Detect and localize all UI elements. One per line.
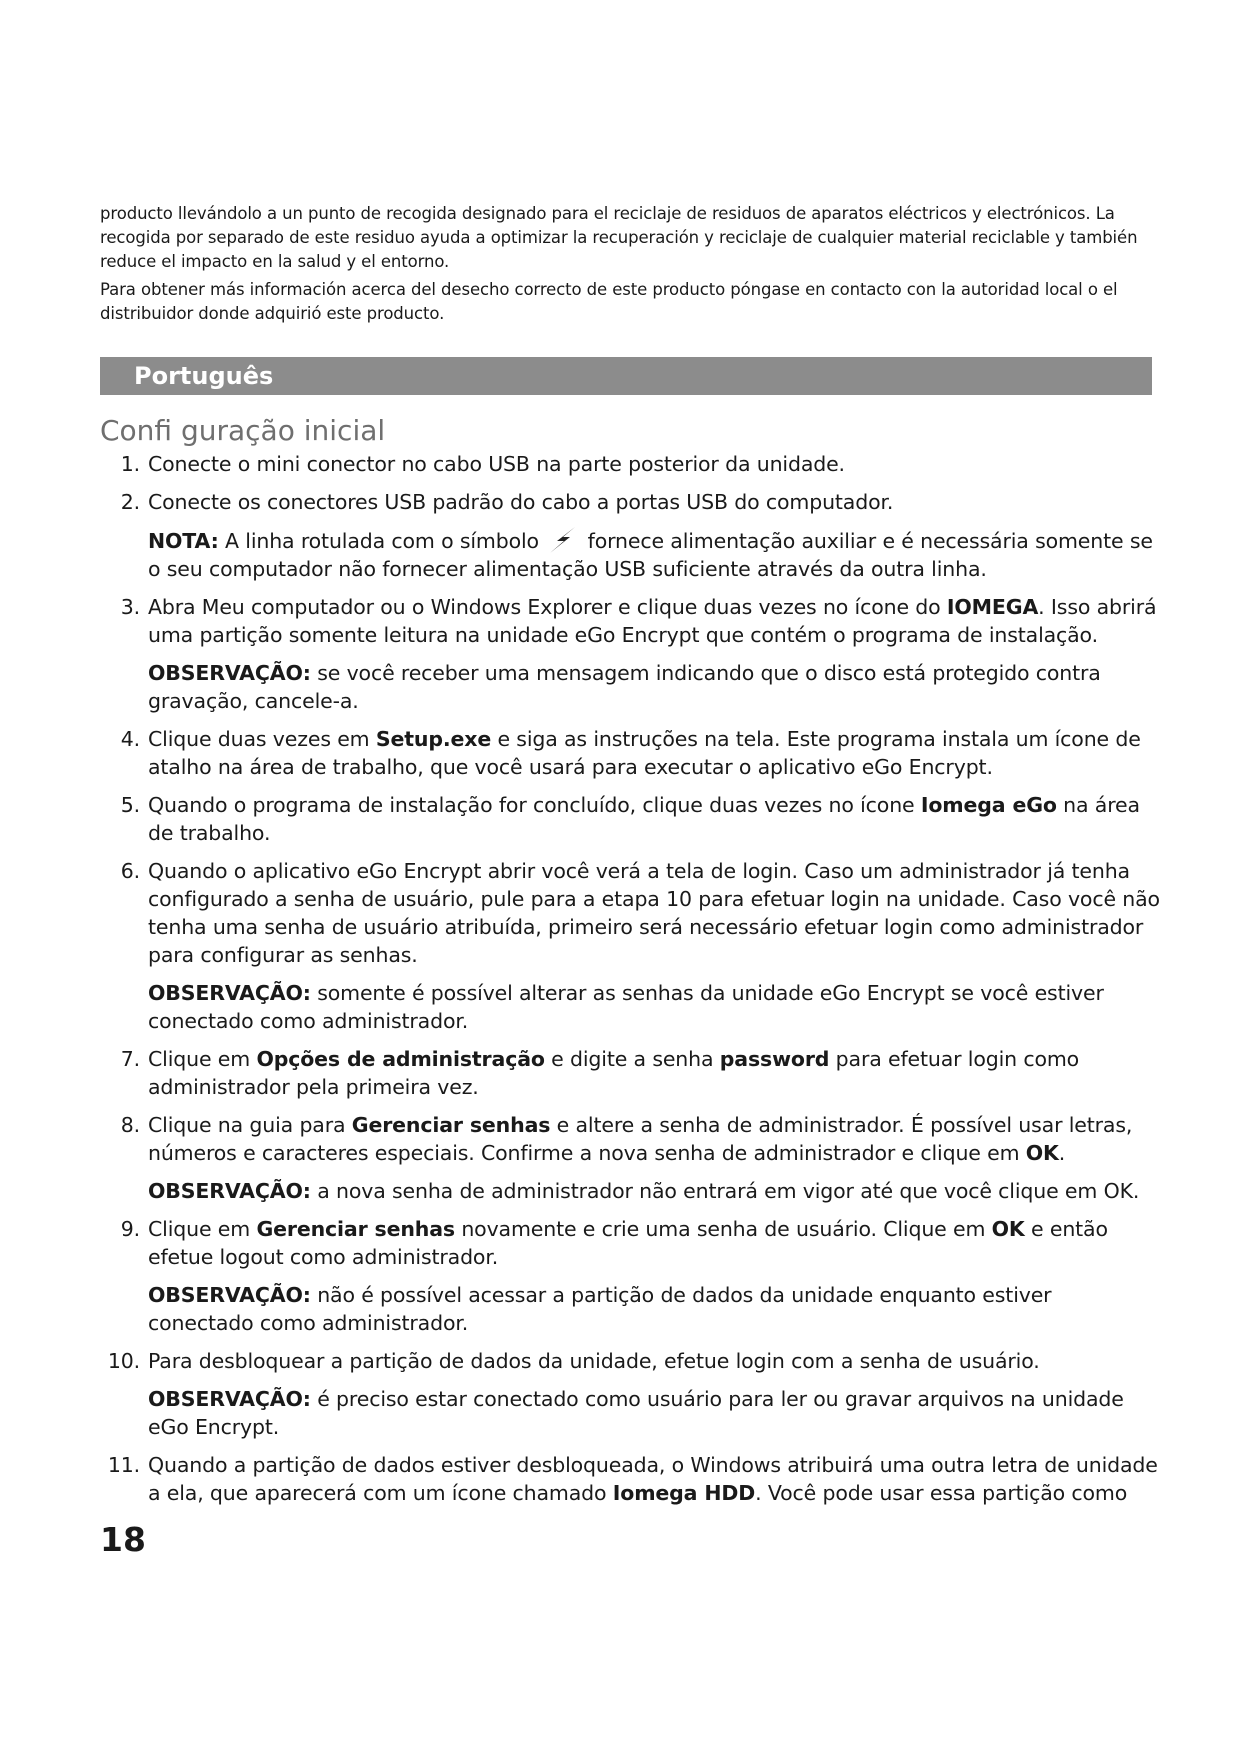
note-label: OBSERVAÇÃO: [148,1179,311,1203]
step-item [100,1111,1160,1205]
step-text-run: para efetuar login como administrador pela primeira vez. [148,1047,1080,1099]
step-text [148,725,1160,781]
step-text-run: Clique na guia para [148,1113,352,1137]
step-text-run: Quando o aplicativo eGo Encrypt abrir você verá a tela de login. Caso um administrador já tenha configurado a senha de usuário, pule para a etapa 10 para efetuar login na unidade. Caso você não tenha uma senha de usuário atribuída, primeiro será necessário efetuar login como administrador para configurar as senhas. [148,859,1160,967]
step-number: 7. [120,1047,140,1071]
step-note [148,1281,1160,1337]
step-item [100,450,1160,478]
step-text [148,488,1160,516]
page-number: 18 [100,1520,146,1559]
step-text-run: Conecte o mini conector no cabo USB na parte posterior da unidade. [148,452,845,476]
step-item [100,593,1160,715]
step-number: 10. [107,1349,140,1373]
step-text-run: Clique duas vezes em [148,727,376,751]
step-item [100,1045,1160,1101]
step-text-run: e altere a senha de administrador. É possível usar letras, números e caracteres especiais. Confirme a nova senha de administrador e clique em [148,1113,1133,1165]
step-number: 1. [120,452,140,476]
note-label: OBSERVAÇÃO: [148,1387,311,1411]
note-text: A linha rotulada com o símbolo [218,529,546,553]
emphasized-term: Iomega HDD [612,1481,756,1505]
step-text-run: Abra Meu computador ou o Windows Explorer e clique duas vezes no ícone do [148,595,947,619]
note-text: fornece alimentação auxiliar e é necessária somente se o seu computador não fornecer alimentação USB suficiente através da outra linha. [148,529,1153,581]
spanish-continuation [100,202,1160,330]
section-heading: Confi guração inicial [100,414,386,447]
step-item [100,1347,1160,1441]
step-text [148,1451,1160,1507]
step-text [148,1111,1160,1167]
spanish-paragraph-recycling: producto llevándolo a un punto de recogida designado para el reciclaje de residuos de aparatos eléctricos y electrónicos. La recogida por separado de este residuo ayuda a optimizar la recuperación y reciclaje de cualquier material reciclable y también reduce el impacto en la salud y el entorno. [100,204,1138,271]
emphasized-term: password [719,1047,830,1071]
emphasized-term: OK [991,1217,1025,1241]
step-text-run: . Isso abrirá uma partição somente leitura na unidade eGo Encrypt que contém o programa de instalação. [148,595,1157,647]
step-number: 3. [120,595,140,619]
step-text-run: Quando a partição de dados estiver desbloqueada, o Windows atribuirá uma outra letra de unidade a ela, que aparecerá com um ícone chamado [148,1453,1158,1505]
step-text-run: novamente e crie uma senha de usuário. Clique em [454,1217,992,1241]
note-label: OBSERVAÇÃO: [148,661,311,685]
language-section-title: Português [134,362,274,390]
step-text [148,791,1160,847]
setup-steps-list [100,450,1160,1517]
step-text-run: e digite a senha [544,1047,720,1071]
step-text-run: Conecte os conectores USB padrão do cabo a portas USB do computador. [148,490,894,514]
step-text [148,1045,1160,1101]
note-label: NOTA: [148,529,219,553]
step-text-run: na área de trabalho. [148,793,1140,845]
step-item [100,857,1160,1035]
note-text: a nova senha de administrador não entrará em vigor até que você clique em OK. [310,1179,1140,1203]
step-text-run: . [1058,1141,1066,1165]
step-note [148,659,1160,715]
step-number: 11. [107,1453,140,1477]
step-item [100,1215,1160,1337]
step-note [148,1177,1160,1205]
step-number: 4. [120,727,140,751]
step-text [148,857,1160,969]
language-section-band [100,357,1152,395]
step-text-run: Para desbloquear a partição de dados da unidade, efetue login com a senha de usuário. [148,1349,1040,1373]
note-label: OBSERVAÇÃO: [148,981,311,1005]
step-item [100,791,1160,847]
step-text-run: e siga as instruções na tela. Este programa instala um ícone de atalho na área de trabalho, que você usará para executar o aplicativo eGo Encrypt. [148,727,1141,779]
emphasized-term: Opções de administração [256,1047,545,1071]
emphasized-term: OK [1025,1141,1059,1165]
emphasized-term: Gerenciar senhas [256,1217,455,1241]
note-text: somente é possível alterar as senhas da unidade eGo Encrypt se você estiver conectado como administrador. [148,981,1104,1033]
step-note [148,979,1160,1035]
step-text-run: Quando o programa de instalação for concluído, clique duas vezes no ícone [148,793,921,817]
step-note [148,1385,1160,1441]
note-text: não é possível acessar a partição de dados da unidade enquanto estiver conectado como administrador. [148,1283,1052,1335]
step-number: 2. [120,490,140,514]
step-text [148,450,1160,478]
step-number: 8. [120,1113,140,1137]
step-note [148,526,1160,583]
step-text-run: . Você pode usar essa partição como [755,1481,1128,1505]
step-text [148,1347,1160,1375]
emphasized-term: Setup.exe [375,727,492,751]
step-number: 9. [120,1217,140,1241]
emphasized-term: IOMEGA [946,595,1039,619]
step-text-run: e então efetue logout como administrador. [148,1217,1108,1269]
step-text-run: Clique em [148,1217,257,1241]
step-number: 5. [120,793,140,817]
note-label: OBSERVAÇÃO: [148,1283,311,1307]
emphasized-term: Gerenciar senhas [351,1113,551,1137]
spanish-paragraph-contact: Para obtener más información acerca del desecho correcto de este producto póngase en contacto con la autoridad local o el distribuidor donde adquirió este producto. [100,280,1118,323]
note-text: se você receber uma mensagem indicando que o disco está protegido contra gravação, cancele-a. [148,661,1101,713]
step-text [148,593,1160,649]
step-item [100,725,1160,781]
step-item [100,488,1160,583]
step-text [148,1215,1160,1271]
note-text: é preciso estar conectado como usuário para ler ou gravar arquivos na unidade eGo Encrypt. [148,1387,1124,1439]
step-text-run: Clique em [148,1047,257,1071]
step-item [100,1451,1160,1507]
emphasized-term: Iomega eGo [920,793,1057,817]
step-number: 6. [120,859,140,883]
lightning-bolt-icon [545,526,581,554]
